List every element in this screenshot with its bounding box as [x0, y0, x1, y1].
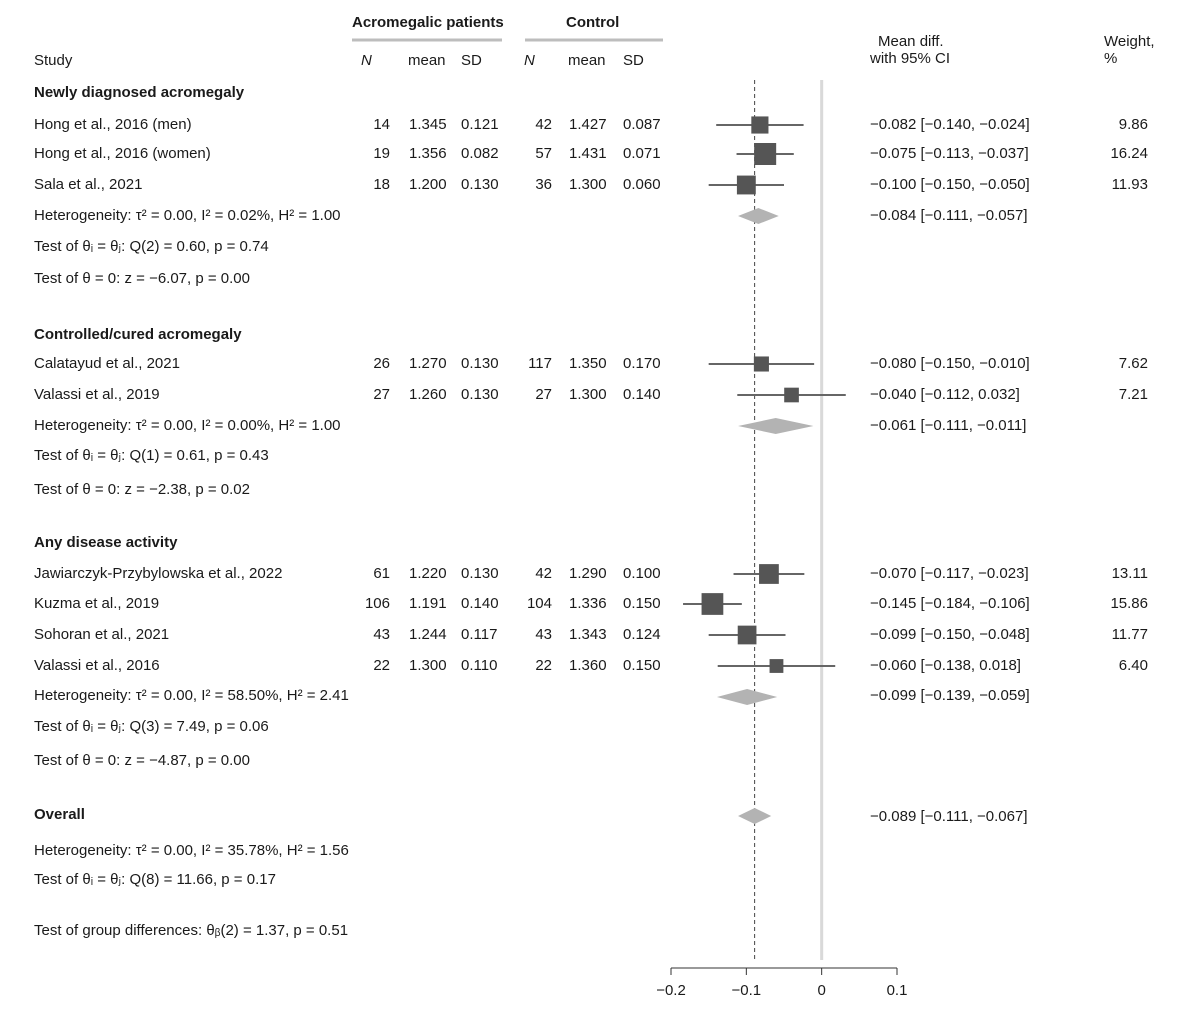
- study-sd-b: 0.060: [623, 176, 661, 193]
- study-effect-square: [770, 659, 784, 673]
- header-study: Study: [34, 52, 73, 69]
- study-n-a: 19: [373, 145, 390, 162]
- study-n-b: 43: [535, 626, 552, 643]
- study-mean-a: 1.220: [409, 565, 447, 582]
- x-axis: [671, 968, 897, 975]
- study-name: Valassi et al., 2016: [34, 657, 160, 674]
- study-mean-b: 1.431: [569, 145, 607, 162]
- study-mean-b: 1.350: [569, 355, 607, 372]
- heterogeneity-text: Heterogeneity: τ² = 0.00, I² = 0.02%, H² = 1.00: [34, 207, 341, 224]
- study-weight: 15.86: [1110, 595, 1148, 612]
- homogeneity-test-text: Test of θᵢ = θⱼ: Q(2) = 0.60, p = 0.74: [34, 238, 269, 255]
- heterogeneity-text: Heterogeneity: τ² = 0.00, I² = 0.00%, H² = 1.00: [34, 417, 341, 434]
- study-sd-b: 0.150: [623, 657, 661, 674]
- study-ci: −0.060 [−0.138, 0.018]: [870, 657, 1021, 674]
- study-n-b: 104: [526, 595, 552, 612]
- study-sd-a: 0.121: [461, 116, 499, 133]
- summary-diamonds: [717, 208, 813, 824]
- header-mean-b: mean: [568, 52, 606, 69]
- study-sd-b: 0.071: [623, 145, 661, 162]
- study-name: Kuzma et al., 2019: [34, 595, 160, 612]
- study-mean-b: 1.360: [569, 657, 607, 674]
- study-sd-b: 0.170: [623, 355, 661, 372]
- study-weight: 11.77: [1111, 626, 1148, 643]
- study-name: Valassi et al., 2019: [34, 386, 160, 403]
- study-effect-square: [784, 388, 799, 403]
- study-ci: −0.070 [−0.117, −0.023]: [870, 565, 1029, 582]
- study-sd-a: 0.130: [461, 386, 499, 403]
- subgroup-title: Any disease activity: [34, 534, 178, 551]
- study-sd-b: 0.087: [623, 116, 661, 133]
- study-sd-a: 0.110: [461, 657, 498, 674]
- theta-test-text: Test of θ = 0: z = −4.87, p = 0.00: [34, 752, 250, 769]
- study-sd-a: 0.140: [461, 595, 499, 612]
- study-n-a: 18: [373, 176, 390, 193]
- study-mean-a: 1.260: [409, 386, 447, 403]
- study-weight: 9.86: [1118, 116, 1148, 133]
- header-group-b: Control: [566, 14, 620, 31]
- x-tick-label: −0.1: [731, 982, 762, 999]
- study-weight: 13.11: [1111, 565, 1148, 582]
- study-effect-square: [702, 593, 724, 615]
- subgroup-title: Newly diagnosed acromegaly: [34, 84, 245, 101]
- subgroup-title: Controlled/cured acromegaly: [34, 326, 242, 343]
- study-mean-a: 1.244: [409, 626, 447, 643]
- study-n-b: 36: [535, 176, 552, 193]
- study-effect-square: [754, 143, 776, 165]
- study-n-a: 26: [373, 355, 390, 372]
- study-n-a: 43: [373, 626, 390, 643]
- study-effect-square: [738, 626, 757, 645]
- heterogeneity-text: Heterogeneity: τ² = 0.00, I² = 58.50%, H² = 2.41: [34, 687, 349, 704]
- study-n-a: 14: [373, 116, 390, 133]
- x-tick-label: 0: [817, 982, 826, 999]
- study-n-b: 42: [535, 116, 552, 133]
- study-n-b: 27: [535, 386, 552, 403]
- study-mean-a: 1.300: [409, 657, 447, 674]
- study-name: Sala et al., 2021: [34, 176, 143, 193]
- study-ci: −0.145 [−0.184, −0.106]: [870, 595, 1030, 612]
- study-n-b: 42: [535, 565, 552, 582]
- header-sd-b: SD: [623, 52, 644, 69]
- study-weight: 7.62: [1118, 355, 1148, 372]
- overall-title: Overall: [34, 806, 85, 823]
- x-tick-label: 0.1: [886, 982, 908, 999]
- study-sd-a: 0.117: [461, 626, 498, 643]
- theta-test-text: Test of θ = 0: z = −2.38, p = 0.02: [34, 481, 250, 498]
- study-mean-b: 1.300: [569, 176, 607, 193]
- header-sd-a: SD: [461, 52, 482, 69]
- study-ci: −0.100 [−0.150, −0.050]: [870, 176, 1030, 193]
- overall-summary-ci: −0.089 [−0.111, −0.067]: [870, 808, 1028, 825]
- study-weight: 11.93: [1111, 176, 1148, 193]
- overall-homogeneity-test-text: Test of θᵢ = θⱼ: Q(8) = 11.66, p = 0.17: [34, 871, 276, 888]
- header-group-a: Acromegalic patients: [352, 14, 504, 31]
- header-mean-a: mean: [408, 52, 446, 69]
- homogeneity-test-text: Test of θᵢ = θⱼ: Q(1) = 0.61, p = 0.43: [34, 447, 269, 464]
- header-effect-line1: Mean diff.: [878, 33, 944, 50]
- study-sd-b: 0.100: [623, 565, 661, 582]
- overall-heterogeneity-text: Heterogeneity: τ² = 0.00, I² = 35.78%, H² = 1.56: [34, 842, 349, 859]
- study-sd-a: 0.130: [461, 176, 499, 193]
- study-name: Sohoran et al., 2021: [34, 626, 170, 643]
- study-weight: 16.24: [1110, 145, 1148, 162]
- study-n-a: 106: [364, 595, 390, 612]
- header-effect-line2: with 95% CI: [870, 50, 951, 67]
- study-sd-a: 0.130: [461, 355, 499, 372]
- study-n-b: 117: [528, 355, 552, 372]
- study-name: Jawiarczyk-Przybylowska et al., 2022: [34, 565, 283, 582]
- summary-ci: −0.061 [−0.111, −0.011]: [870, 417, 1027, 434]
- study-ci: −0.080 [−0.150, −0.010]: [870, 355, 1030, 372]
- study-ci: −0.082 [−0.140, −0.024]: [870, 116, 1030, 133]
- study-sd-b: 0.140: [623, 386, 661, 403]
- x-tick-label: −0.2: [656, 982, 686, 999]
- study-mean-a: 1.345: [409, 116, 447, 133]
- study-sd-a: 0.082: [461, 145, 499, 162]
- header-n-b: N: [524, 52, 535, 69]
- study-mean-b: 1.427: [569, 116, 607, 133]
- group-differences-test-text: Test of group differences: θᵦ(2) = 1.37, p = 0.51: [34, 922, 349, 939]
- study-sd-b: 0.150: [623, 595, 661, 612]
- summary-ci: −0.099 [−0.139, −0.059]: [870, 687, 1030, 704]
- study-effect-square: [754, 356, 769, 371]
- subgroup-diamond: [738, 208, 779, 224]
- study-effect-square: [737, 176, 756, 195]
- study-name: Calatayud et al., 2021: [34, 355, 180, 372]
- subgroup-diamond: [717, 689, 777, 705]
- header-weight-line1: Weight,: [1104, 33, 1155, 50]
- overall-diamond: [738, 808, 771, 824]
- study-mean-b: 1.343: [569, 626, 607, 643]
- study-effect-square: [759, 564, 779, 584]
- subgroup-diamond: [738, 418, 813, 434]
- study-n-a: 27: [373, 386, 390, 403]
- study-mean-b: 1.300: [569, 386, 607, 403]
- study-ci: −0.040 [−0.112, 0.032]: [870, 386, 1020, 403]
- study-ci: −0.075 [−0.113, −0.037]: [870, 145, 1029, 162]
- study-name: Hong et al., 2016 (men): [34, 116, 192, 133]
- study-name: Hong et al., 2016 (women): [34, 145, 211, 162]
- study-sd-a: 0.130: [461, 565, 499, 582]
- study-weight: 6.40: [1118, 657, 1148, 674]
- study-mean-b: 1.336: [569, 595, 607, 612]
- theta-test-text: Test of θ = 0: z = −6.07, p = 0.00: [34, 270, 250, 287]
- study-mean-a: 1.356: [409, 145, 447, 162]
- homogeneity-test-text: Test of θᵢ = θⱼ: Q(3) = 7.49, p = 0.06: [34, 718, 269, 735]
- study-n-b: 57: [535, 145, 552, 162]
- study-effect-square: [751, 116, 768, 133]
- study-weight: 7.21: [1118, 386, 1148, 403]
- study-n-b: 22: [535, 657, 552, 674]
- header-n-a: N: [361, 52, 372, 69]
- header-weight-line2: %: [1104, 50, 1118, 67]
- study-n-a: 22: [373, 657, 390, 674]
- study-mean-a: 1.200: [409, 176, 447, 193]
- study-n-a: 61: [373, 565, 390, 582]
- study-mean-a: 1.191: [409, 595, 447, 612]
- summary-ci: −0.084 [−0.111, −0.057]: [870, 207, 1028, 224]
- study-mean-b: 1.290: [569, 565, 607, 582]
- study-ci: −0.099 [−0.150, −0.048]: [870, 626, 1030, 643]
- study-sd-b: 0.124: [623, 626, 661, 643]
- study-mean-a: 1.270: [409, 355, 447, 372]
